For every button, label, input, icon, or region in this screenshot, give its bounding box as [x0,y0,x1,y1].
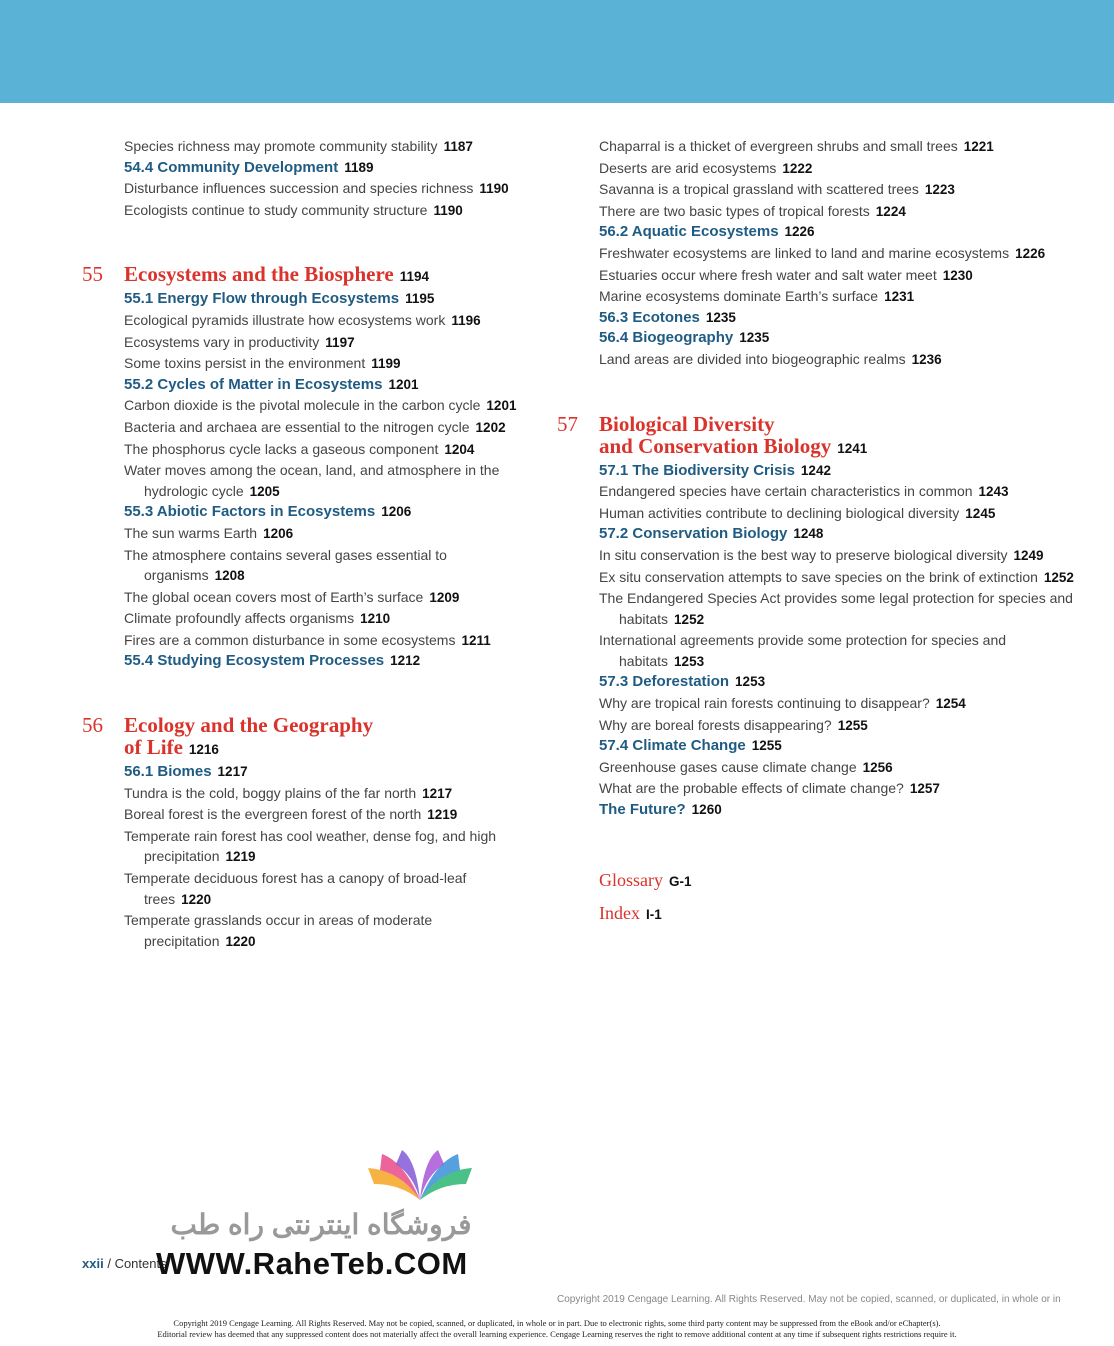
entry-text: There are two basic types of tropical forests [599,202,870,219]
entry-text: Land areas are divided into biogeographic realms [599,350,906,367]
chapter-title-line-2: of Life [124,735,183,760]
entry-page-number: 1199 [371,356,401,372]
entry-page-number: 1243 [978,484,1009,500]
toc-topic-entry [577,693,1077,715]
legal-line-1: Copyright 2019 Cengage Learning. All Rights Reserved. May not be copied, scanned, or duplicated, in whole or in part. Due to electronic rights, some third party content may be suppressed from the eBook and/or eChapter(s). [173,1318,941,1328]
entry-text: Why are tropical rain forests continuing to disappear? [599,695,930,712]
entry-page-number: 1202 [475,419,506,435]
entry-text: The Endangered Species Act provides some legal protection for species and habitats [599,590,1073,627]
entry-page-number: 1190 [479,181,509,197]
entry-page-number: 1206 [381,504,412,520]
toc-topic-entry [577,545,1077,567]
toc-chapter [557,413,1077,821]
chapter-title-text: Ecosystems and the Biosphere [124,262,394,287]
copyright-line: Copyright 2019 Cengage Learning. All Rights Reserved. May not be copied, scanned, or duplicated, in whole or in [557,1294,1061,1305]
toc-topic-entry [102,545,532,587]
toc-section-entry [557,461,1077,482]
entry-text: The atmosphere contains several gases essential to organisms [124,546,447,584]
entry-page-number: 1208 [214,568,245,584]
entry-text: What are the probable effects of climate change? [599,780,904,797]
chapter-title [557,413,1077,460]
entry-text: 55.1 Energy Flow through Ecosystems [124,290,400,308]
chapter-number: 56 [82,713,103,738]
toc-topic-entry [102,178,532,200]
chapter-title-line-1: Biological Diversity [599,411,775,436]
entry-page-number: 1253 [735,674,766,690]
entry-page-number: 1256 [862,759,893,775]
entry-page-number: 1220 [181,891,212,907]
toc-topic-entry [577,715,1077,737]
entry-text: Bacteria and archaea are essential to the nitrogen cycle [124,418,470,435]
entry-text: Greenhouse gases cause climate change [599,758,857,775]
footer-separator: / [107,1256,111,1271]
toc-chapter [82,714,532,952]
watermark [150,1150,490,1285]
toc-topic-entry [102,332,532,354]
footer-section: Contents [114,1256,167,1271]
entry-text: 57.2 Conservation Biology [599,525,788,543]
toc-section-entry [82,375,532,396]
toc-topic-entry [577,778,1077,800]
entry-page-number: 1201 [486,398,517,414]
entry-text: In situ conservation is the best way to preserve biological diversity [599,546,1008,563]
toc-chapter-57 [557,413,1077,821]
entry-text: The global ocean covers most of Earth’s surface [124,588,424,605]
chapter-title-line-1: Ecology and the Geography [124,713,374,738]
book-logo-icon [360,1150,480,1210]
toc-topic-entry [102,523,532,545]
entry-text: Climate profoundly affects organisms [124,610,355,627]
entry-text: Ecological pyramids illustrate how ecosystems work [124,311,446,328]
toc-topic-entry [102,826,532,868]
toc-topic-entry [577,567,1077,589]
toc-topic-entry [102,353,532,375]
entry-page-number: 1255 [751,738,782,754]
toc-section-entry [557,736,1077,757]
toc-topic-entry [577,349,1077,371]
entry-page-number: 1235 [739,330,770,346]
entry-text: 56.1 Biomes [124,763,212,781]
entry-text: Endangered species have certain characteristics in common [599,483,973,500]
entry-page-number: 1205 [249,483,280,499]
entry-text: Savanna is a tropical grassland with scattered trees [599,181,919,198]
entry-text: 57.4 Climate Change [599,737,746,755]
entry-text: Carbon dioxide is the pivotal molecule in the carbon cycle [124,397,481,414]
entry-text: The phosphorus cycle lacks a gaseous component [124,440,439,457]
legal-line-2: Editorial review has deemed that any suppressed content does not materially affect the overall learning experience. Cengage Learning reserves the right to remove additional content at any time if subsequent rights restrictions require it. [157,1329,957,1339]
entry-page-number: 1219 [225,849,256,865]
endmatter-page-number: G-1 [669,873,692,889]
entry-text: Disturbance influences succession and species richness [124,180,474,197]
toc-section-entry [82,502,532,523]
entry-page-number: 1224 [875,203,906,219]
page-number: xxii [82,1256,104,1271]
entry-page-number: 1235 [705,309,736,325]
entry-page-number: 1206 [263,525,294,541]
entry-page-number: 1248 [793,526,824,542]
legal-notice [0,1318,1114,1340]
endmatter-page-number: I-1 [645,906,662,922]
toc-topic-entry [102,439,532,461]
entry-text: The sun warms Earth [124,524,258,541]
entry-text: Temperate grasslands occur in areas of moderate precipitation [124,912,433,949]
entry-page-number: 1221 [963,139,994,154]
watermark-url: WWW.RaheTeb.COM [156,1246,468,1281]
entry-page-number: 1211 [461,632,491,648]
toc-topic-entry [102,910,532,952]
entry-text: Ex situ conservation attempts to save species on the brink of extinction [599,568,1038,585]
entry-page-number: 1242 [800,462,831,478]
entry-text: 57.1 The Biodiversity Crisis [599,461,795,479]
entry-page-number: 1212 [390,653,421,669]
entry-page-number: 1217 [422,785,453,801]
toc-left-column [82,136,532,952]
toc-topic-entry [102,608,532,630]
chapter-title [82,263,532,288]
entry-text: Boreal forest is the evergreen forest of the north [124,806,422,823]
entry-text: Human activities contribute to declining biological diversity [599,504,960,521]
toc-topic-entry [102,587,532,609]
entry-text: Tundra is the cold, boggy plains of the far north [124,784,417,801]
toc-topic-entry [577,136,1077,158]
toc-topic-entry [102,868,532,910]
toc-topic-entry [577,179,1077,201]
endmatter-text: Glossary [599,869,663,890]
entry-page-number: 1201 [388,376,419,392]
toc-section-entry [82,289,532,310]
entry-page-number: 1254 [935,696,966,712]
toc-endmatter-entry [557,902,1077,926]
toc-right-column [557,136,1077,926]
toc-chapters-block [82,263,532,952]
toc-topic-entry [577,588,1077,630]
toc-topic-entry [102,630,532,652]
entry-text: 55.3 Abiotic Factors in Ecosystems [124,503,376,521]
toc-section-entry [557,222,1077,243]
entry-text: Water moves among the ocean, land, and atmosphere in the hydrologic cycle [124,462,500,499]
entry-text: 56.2 Aquatic Ecosystems [599,223,779,241]
toc-topic-entry [577,243,1077,265]
entry-text: Chaparral is a thicket of evergreen shrubs and small trees [599,138,958,154]
chapter-number: 57 [557,411,578,436]
entry-text: Freshwater ecosystems are linked to land and marine ecosystems [599,244,1010,261]
chapter-number: 55 [82,262,103,287]
entry-text: Temperate rain forest has cool weather, dense fog, and high precipitation [124,827,497,865]
entry-text: Some toxins persist in the environment [124,355,366,372]
toc-endmatter-entry [557,869,1077,893]
toc-topic-entry [577,201,1077,223]
entry-page-number: 1187 [443,139,473,154]
toc-section-entry [557,328,1077,349]
entry-page-number: 1249 [1013,547,1044,563]
toc-section-entry [82,158,532,179]
entry-page-number: 1219 [427,807,458,823]
entry-text: 54.4 Community Development [124,158,339,176]
toc-topic-entry [577,286,1077,308]
toc-section-entry [82,651,532,672]
toc-chapter [82,263,532,672]
toc-topic-entry [577,481,1077,503]
entry-text: Deserts are arid ecosystems [599,159,777,176]
entry-page-number: 1197 [325,334,355,350]
entry-text: Fires are a common disturbance in some ecosystems [124,631,456,648]
entry-page-number: 1252 [1043,569,1074,585]
entry-text: Estuaries occur where fresh water and salt water meet [599,266,937,283]
entry-page-number: 1255 [837,717,868,733]
toc-topic-entry [102,460,532,502]
entry-page-number: 1253 [674,653,705,669]
header-band [0,0,1114,103]
entry-page-number: 1245 [965,505,996,521]
toc-topic-entry [577,265,1077,287]
entry-page-number: 1231 [884,289,915,305]
entry-page-number: 1190 [433,202,463,218]
toc-section-entry [82,762,532,783]
entry-text: 55.2 Cycles of Matter in Ecosystems [124,375,383,393]
entry-page-number: 1236 [911,351,942,367]
entry-text: Ecologists continue to study community structure [124,201,428,218]
watermark-persian-text: فروشگاه اینترنتی راه طب [170,1209,472,1240]
entry-page-number: 1209 [429,589,460,605]
toc-topic-entry [102,395,532,417]
chapter-page-number: 1216 [188,742,219,758]
toc-topic-entry [102,136,532,158]
entry-text: Species richness may promote community stability [124,138,438,154]
endmatter-text: Index [599,902,640,923]
toc-topic-entry [102,783,532,805]
toc-topic-entry [102,200,532,222]
entry-text: Why are boreal forests disappearing? [599,716,832,733]
toc-section-entry [557,800,1077,821]
chapter-title [82,714,532,761]
entry-text: 56.3 Ecotones [599,308,700,326]
entry-text: Ecosystems vary in productivity [124,333,320,350]
toc-continued-block [82,136,532,221]
entry-page-number: 1220 [225,933,256,949]
entry-text: 55.4 Studying Ecosystem Processes [124,652,385,670]
entry-page-number: 1260 [691,802,722,818]
toc-section-entry [557,308,1077,329]
entry-text: Temperate deciduous forest has a canopy of broad-leaf trees [124,870,467,907]
chapter-title-line-2: and Conservation Biology [599,433,832,458]
entry-text: 56.4 Biogeography [599,329,734,347]
entry-page-number: 1222 [782,160,813,176]
entry-page-number: 1226 [784,224,815,240]
entry-text: International agreements provide some protection for species and habitats [599,632,1007,669]
toc-endmatter [557,869,1077,926]
entry-page-number: 1257 [909,781,940,797]
toc-topic-entry [102,310,532,332]
toc-topic-entry [577,503,1077,525]
entry-text: The Future? [599,801,686,819]
toc-topic-entry [577,630,1077,672]
toc-topic-entry [577,757,1077,779]
entry-page-number: 1217 [217,764,248,780]
entry-page-number: 1195 [405,291,435,307]
entry-text: 57.3 Deforestation [599,673,730,691]
toc-section-entry [557,524,1077,545]
toc-section-entry [557,672,1077,693]
toc-topic-entry [102,804,532,826]
entry-page-number: 1226 [1015,245,1046,261]
entry-page-number: 1223 [924,182,955,198]
toc-topic-entry [577,158,1077,180]
entry-page-number: 1204 [444,441,475,457]
toc-topic-entry [102,417,532,439]
chapter-page-number: 1241 [837,440,868,456]
toc-continued-block [557,136,1077,371]
entry-page-number: 1189 [344,159,374,175]
entry-page-number: 1252 [674,611,705,627]
entry-text: Marine ecosystems dominate Earth’s surface [599,288,879,305]
entry-page-number: 1230 [942,267,973,283]
chapter-page-number: 1194 [399,269,430,285]
entry-page-number: 1210 [360,611,391,627]
entry-page-number: 1196 [451,312,481,328]
